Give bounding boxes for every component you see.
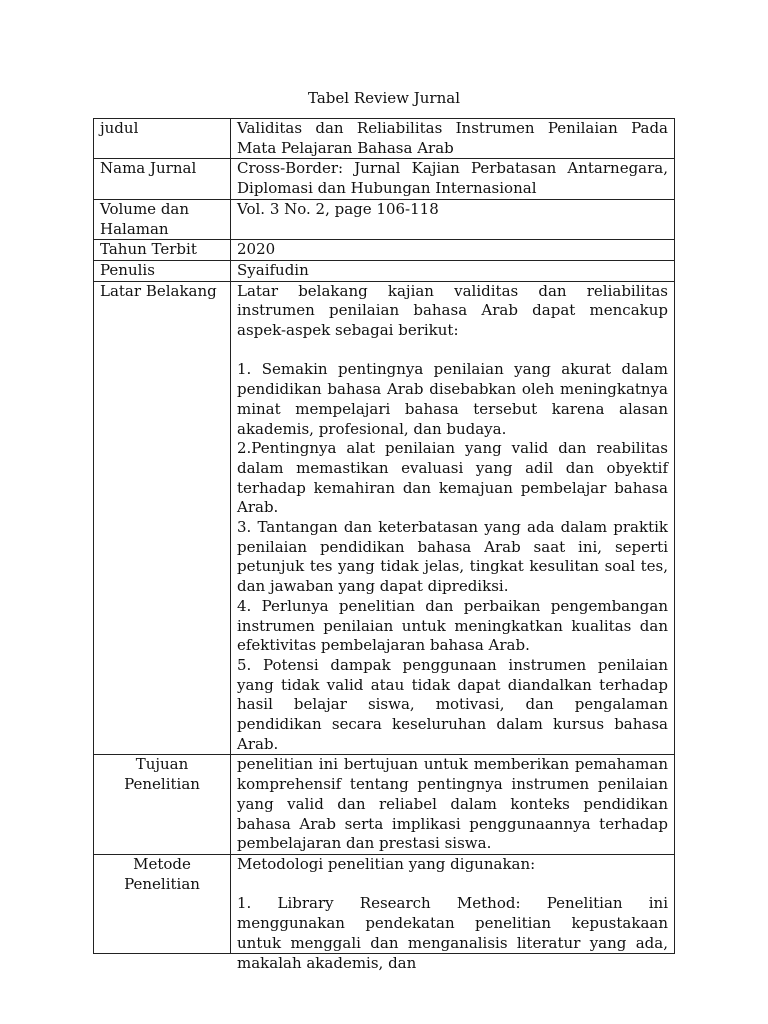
row-value-volume: Vol. 3 No. 2, page 106-118 <box>231 199 675 239</box>
row-value-metode <box>231 855 675 972</box>
row-value-judul: Validitas dan Reliabilitas Instrumen Penilaian Pada Mata Pelajaran Bahasa Arab <box>231 119 675 159</box>
table-row <box>94 855 675 954</box>
table-row <box>94 755 675 855</box>
row-value-penulis: Syaifudin <box>231 260 675 281</box>
latar-point-1: 1. Semakin pentingnya penilaian yang akurat dalam pendidikan bahasa Arab disebabkan oleh meningkatnya minat mempelajari bahasa tersebut karena alasan akademis, profesional, dan budaya. <box>237 360 668 438</box>
table-row <box>94 240 675 261</box>
latar-point-5: 5. Potensi dampak penggunaan instrumen penilaian yang tidak valid atau tidak dapat diandalkan terhadap hasil belajar siswa, motivasi, dan pengalaman pendidikan secara keseluruhan dalam kursus bahasa Arab. <box>237 655 668 753</box>
table-row <box>94 281 675 755</box>
table-row <box>94 159 675 199</box>
table-row <box>94 199 675 239</box>
latar-point-4: 4. Perlunya penelitian dan perbaikan pengembangan instrumen penilaian untuk meningkatkan kualitas dan efektivitas pembelajaran bahasa Arab. <box>237 596 668 655</box>
row-label-tujuan: Tujuan Penelitian <box>94 755 231 855</box>
latar-point-2: 2.Pentingnya alat penilaian yang valid dan reabilitas dalam memastikan evaluasi yang adil dan obyektif terhadap kemahiran dan kemajuan pembelajar bahasa Arab. <box>237 439 668 517</box>
row-label-metode: Metode Penelitian <box>94 855 231 954</box>
table-row <box>94 260 675 281</box>
metode-intro: Metodologi penelitian yang digunakan: <box>237 855 536 873</box>
review-table <box>93 118 675 972</box>
row-label-nama-jurnal: Nama Jurnal <box>94 159 231 199</box>
row-label-latar: Latar Belakang <box>94 281 231 755</box>
page-title: Tabel Review Jurnal <box>308 89 460 107</box>
row-value-latar <box>231 281 675 755</box>
row-label-judul: judul <box>94 119 231 159</box>
row-value-nama-jurnal: Cross-Border: Jurnal Kajian Perbatasan Antarnegara, Diplomasi dan Hubungan Internasional <box>231 159 675 199</box>
metode-point-1: 1. Library Research Method: Penelitian ini menggunakan pendekatan penelitian kepustakaan untuk menggali dan menganalisis literatur yang ada, makalah akademis, dan <box>237 894 668 972</box>
latar-point-3: 3. Tantangan dan keterbatasan yang ada dalam praktik penilaian pendidikan bahasa Arab saat ini, seperti petunjuk tes yang tidak jelas, tingkat kesulitan soal tes, dan jawaban yang dapat diprediksi. <box>237 518 668 596</box>
table-row <box>94 119 675 159</box>
row-label-tahun: Tahun Terbit <box>94 240 231 261</box>
row-value-tujuan: penelitian ini bertujuan untuk memberikan pemahaman komprehensif tentang pentingnya instrumen penilaian yang valid dan reliabel dalam konteks pendidikan bahasa Arab serta implikasi penggunaannya terhadap pembelajaran dan prestasi siswa. <box>231 755 675 855</box>
row-label-volume: Volume dan Halaman <box>94 199 231 239</box>
row-value-tahun: 2020 <box>231 240 675 261</box>
latar-intro: Latar belakang kajian validitas dan reliabilitas instrumen penilaian bahasa Arab dapat mencakup aspek-aspek sebagai berikut: <box>237 281 668 340</box>
row-label-penulis: Penulis <box>94 260 231 281</box>
